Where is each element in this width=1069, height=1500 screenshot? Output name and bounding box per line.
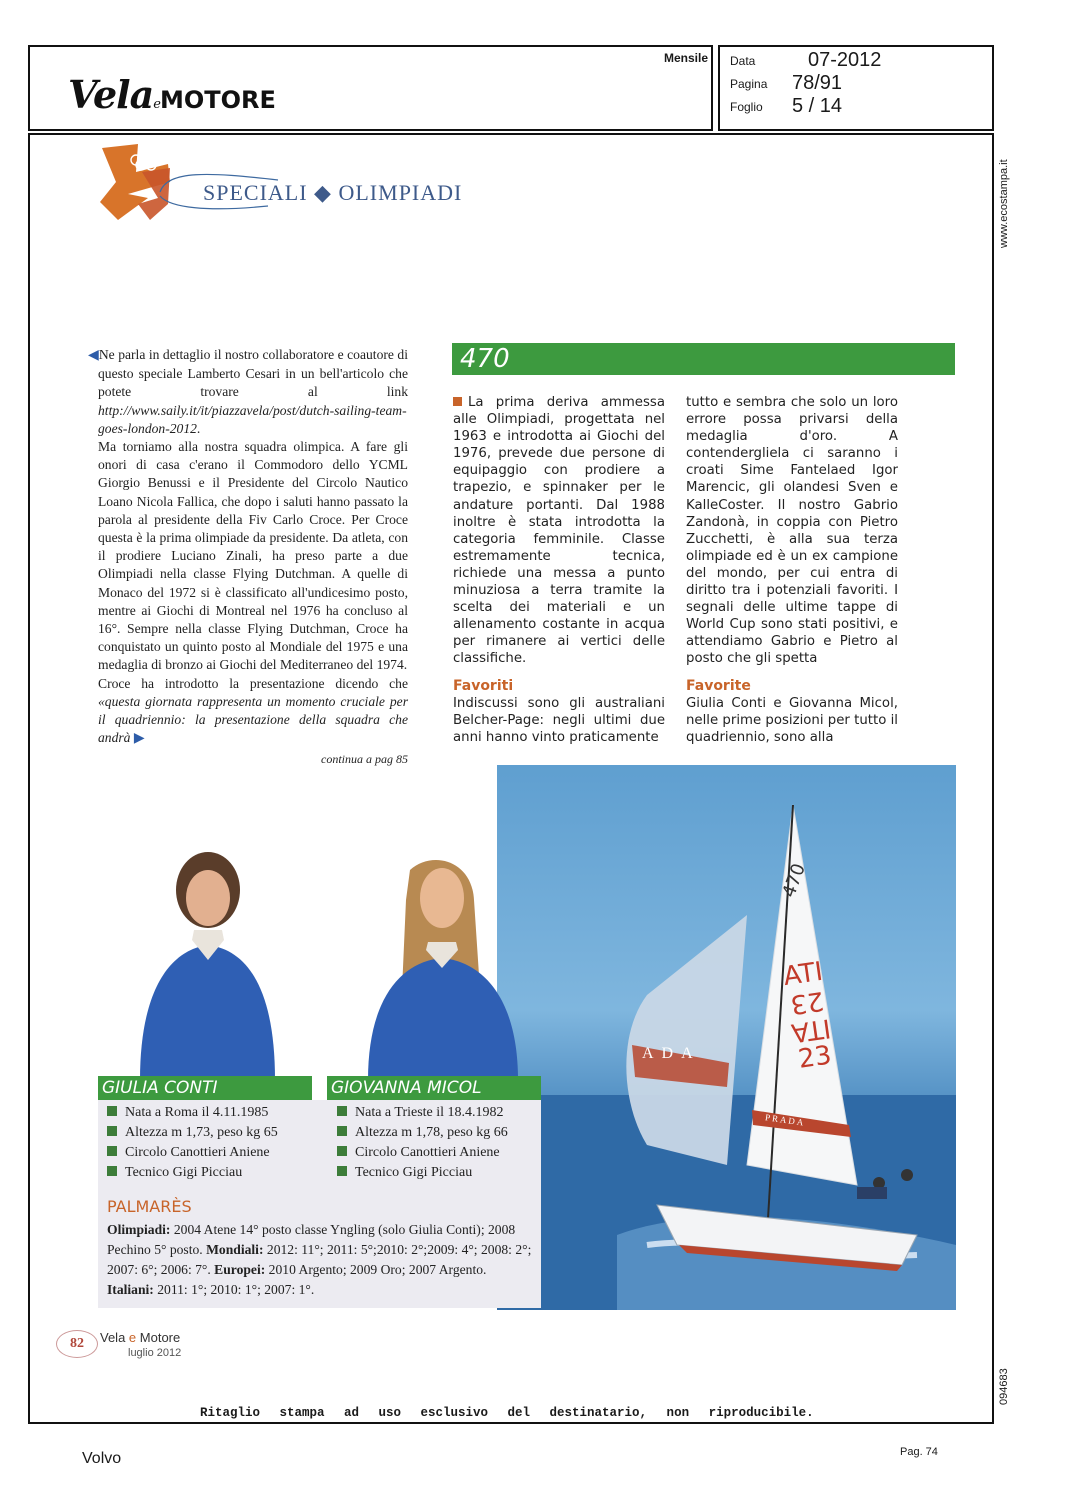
favoriti-heading: Favoriti [453, 677, 514, 694]
sheet-label: Foglio [730, 100, 763, 114]
palmares-text [107, 1220, 535, 1300]
page-label: Pagina [730, 77, 768, 91]
forward-arrow-icon: ▶ [133, 731, 145, 747]
class-470-column-2 [686, 394, 898, 746]
list-item: Nata a Trieste il 18.4.1982 [337, 1103, 508, 1123]
mondiali-text: 2012: 11°; 2011: 5°;2010: 2°;2009: 4°; 2008: 2°; 2007: 6°; 2006: 7°. [107, 1242, 532, 1277]
class-470-band: 470 [452, 343, 955, 375]
mondiali-label: Mondiali: [202, 1242, 264, 1257]
bullet-square-icon [337, 1126, 347, 1136]
continued-note: continua a pag 85 [321, 752, 408, 767]
p1-link[interactable]: http://www.saily.it/it/piazzavela/post/dutch-sailing-team-goes-london-2012 [98, 402, 407, 436]
favorite-text: Giulia Conti e Giovanna Micol, nelle prime posizioni per tutto il quadriennio, sono alla [686, 695, 898, 745]
europei-label: Europei: [210, 1262, 266, 1277]
sail-line-1: ATI [781, 956, 825, 993]
sailing-photo [497, 765, 956, 1310]
website-vertical: www.ecostampa.it [998, 159, 1010, 248]
italiani-text: 2011: 1°; 2010: 1°; 2007: 1°. [153, 1282, 315, 1297]
magazine-name: Vela e Motore [100, 1330, 181, 1345]
london-2012-emblem [100, 144, 170, 220]
bullet-square-icon [107, 1146, 117, 1156]
olimpiadi-text: 2004 Atene 14° posto classe Yngling (solo Giulia Conti); 2008 Pechino 5° posto. [107, 1222, 516, 1257]
bullet-square-icon [107, 1106, 117, 1116]
list-item: Tecnico Gigi Picciau [107, 1163, 278, 1183]
code-vertical: 094683 [998, 1368, 1010, 1405]
section-title: SPECIALI ◆ OLIMPIADI [203, 180, 463, 205]
page-number-badge: 82 [56, 1330, 98, 1358]
sheet-value: 5 / 14 [792, 95, 843, 117]
date-label: Data [730, 54, 756, 68]
logo-sub: MOTORE [159, 86, 276, 114]
back-arrow-icon: ◀ [88, 348, 99, 363]
col2-text: tutto e sembra che solo un loro errore possa privarsi della medaglia d'oro. A contendergliela ci saranno i croati Sime Fantelaed Igor Marencic, gli olandesi Sven e KalleCoster. Il nostro Gabrio Zandonà, in coppia con Pietro Zucchetti, è alla sua terza olimpiade ed è un ex campione del mondo, per cui entra di diritto tra i potenziali favoriti. I segnali delle ultime tappe di World Cup sono stati positivi, e attendiamo Gabrio e Pietro al posto che gli spetta [686, 395, 898, 667]
athlete-1-name: GIULIA CONTI [98, 1076, 312, 1100]
page-value: 78/91 [792, 72, 843, 94]
sail-line-4: 23 [796, 1040, 834, 1075]
sail-line-3: ITA [789, 1012, 833, 1048]
p1-text: Ne parla in dettaglio il nostro collaboratore e coautore di questo speciale Lamberto Cesari in un bell'articolo che potete trovare al link [98, 347, 408, 400]
date-value: 07-2012 [808, 49, 882, 71]
italiani-label: Italiani: [107, 1282, 154, 1297]
favoriti-text: Indiscussi sono gli australiani Belcher-Page: negli ultimi due anni hanno vinto praticamente [453, 695, 665, 745]
europei-text: 2010 Argento; 2009 Oro; 2007 Argento. [265, 1262, 487, 1277]
left-paragraph-1 [88, 346, 408, 438]
publication-logo [68, 72, 276, 117]
list-item: Altezza m 1,78, peso kg 66 [337, 1123, 508, 1143]
bullet-square-icon [337, 1166, 347, 1176]
bullet-square-icon [107, 1166, 117, 1176]
list-item: Circolo Canottieri Aniene [107, 1143, 278, 1163]
bullet-square-icon [337, 1106, 347, 1116]
magazine-issue: luglio 2012 [128, 1347, 182, 1359]
boom-text: PRADA [764, 1112, 807, 1128]
favorite-heading: Favorite [686, 677, 751, 694]
sail-top-number: 470 [778, 860, 810, 901]
p3-text: Croce ha introdotto la presentazione dicendo che [98, 675, 408, 691]
athlete-2-facts [337, 1103, 508, 1183]
athlete-1-facts [107, 1103, 278, 1183]
logo-main: Vela [68, 72, 154, 117]
sail-line-2: 23 [788, 984, 826, 1020]
col1-text: La prima deriva ammessa alle Olimpiadi, progettata nel 1963 e introdotta ai Giochi del 1976, prevede due persone di equipaggio con prodiere a trapezio, e spinnaker per le andature portanti. Dal 1988 inoltre è stata introdotta la categoria femminile. Classe estremamente tecnica, richiede una messa a punto minuziosa a terra tramite la scelta dei materiali e un allenamento costante in acqua per rimanere ai vertici delle classifiche. [453, 395, 665, 667]
spinnaker-text: ADA [642, 1045, 701, 1062]
list-item: Circolo Canottieri Aniene [337, 1143, 508, 1163]
p1-end: . [196, 420, 201, 436]
bullet-square-icon [453, 397, 462, 406]
left-article [88, 346, 408, 769]
clipping-page-number: Pag. 74 [900, 1446, 938, 1458]
list-item: Nata a Roma il 4.11.1985 [107, 1103, 278, 1123]
left-paragraph-2: Ma torniamo alla nostra squadra olimpica. A fare gli onori di casa c'erano il Commodoro dello YCML Giorgio Benussi e il Presidente del Circolo Nautico Loano Nicola Fallica, che dopo i saluti hanno passato la parola al presidente della Fiv Carlo Croce. Per Croce questa è la prima olimpiade da presidente. Da atleta, con il prodiere Luciano Zinali, ha preso parte a due Olimpiadi nella classe Flying Dutchman. A quelle di Monaco del 1972 si è classificato all'undicesimo posto, mentre ai Giochi di Montreal nel 1976 ha concluso al 16°. Sempre nella classe Flying Dutchman, Croce ha conquistato un quinto posto al Mondiale del 1975 e una medaglia di bronzo ai Giochi del Mediterraneo del 1974. [98, 439, 408, 673]
left-paragraph-3 [98, 675, 408, 749]
sailboat-illustration [497, 765, 956, 1310]
giovanna-micol-portrait [362, 850, 522, 1080]
logo-e: e [153, 97, 160, 112]
reproduction-notice: Ritaglio stampa ad uso esclusivo del destinatario, non riproducibile. [200, 1406, 814, 1420]
olimpiadi-label: Olimpiadi: [107, 1222, 171, 1237]
frequency-label: Mensile [664, 51, 709, 65]
palmares-title: PALMARÈS [107, 1197, 192, 1216]
giulia-conti-portrait [130, 840, 280, 1080]
list-item: Altezza m 1,73, peso kg 65 [107, 1123, 278, 1143]
athlete-2-name: GIOVANNA MICOL [327, 1076, 541, 1100]
list-item: Tecnico Gigi Picciau [337, 1163, 508, 1183]
bullet-square-icon [107, 1126, 117, 1136]
p3-quote: «questa giornata rappresenta un momento cruciale per il quadriennio: la presentazione della squadra che andrà [98, 693, 408, 746]
bullet-square-icon [337, 1146, 347, 1156]
client-name: Volvo [82, 1450, 122, 1467]
class-470-column-1 [453, 394, 665, 746]
